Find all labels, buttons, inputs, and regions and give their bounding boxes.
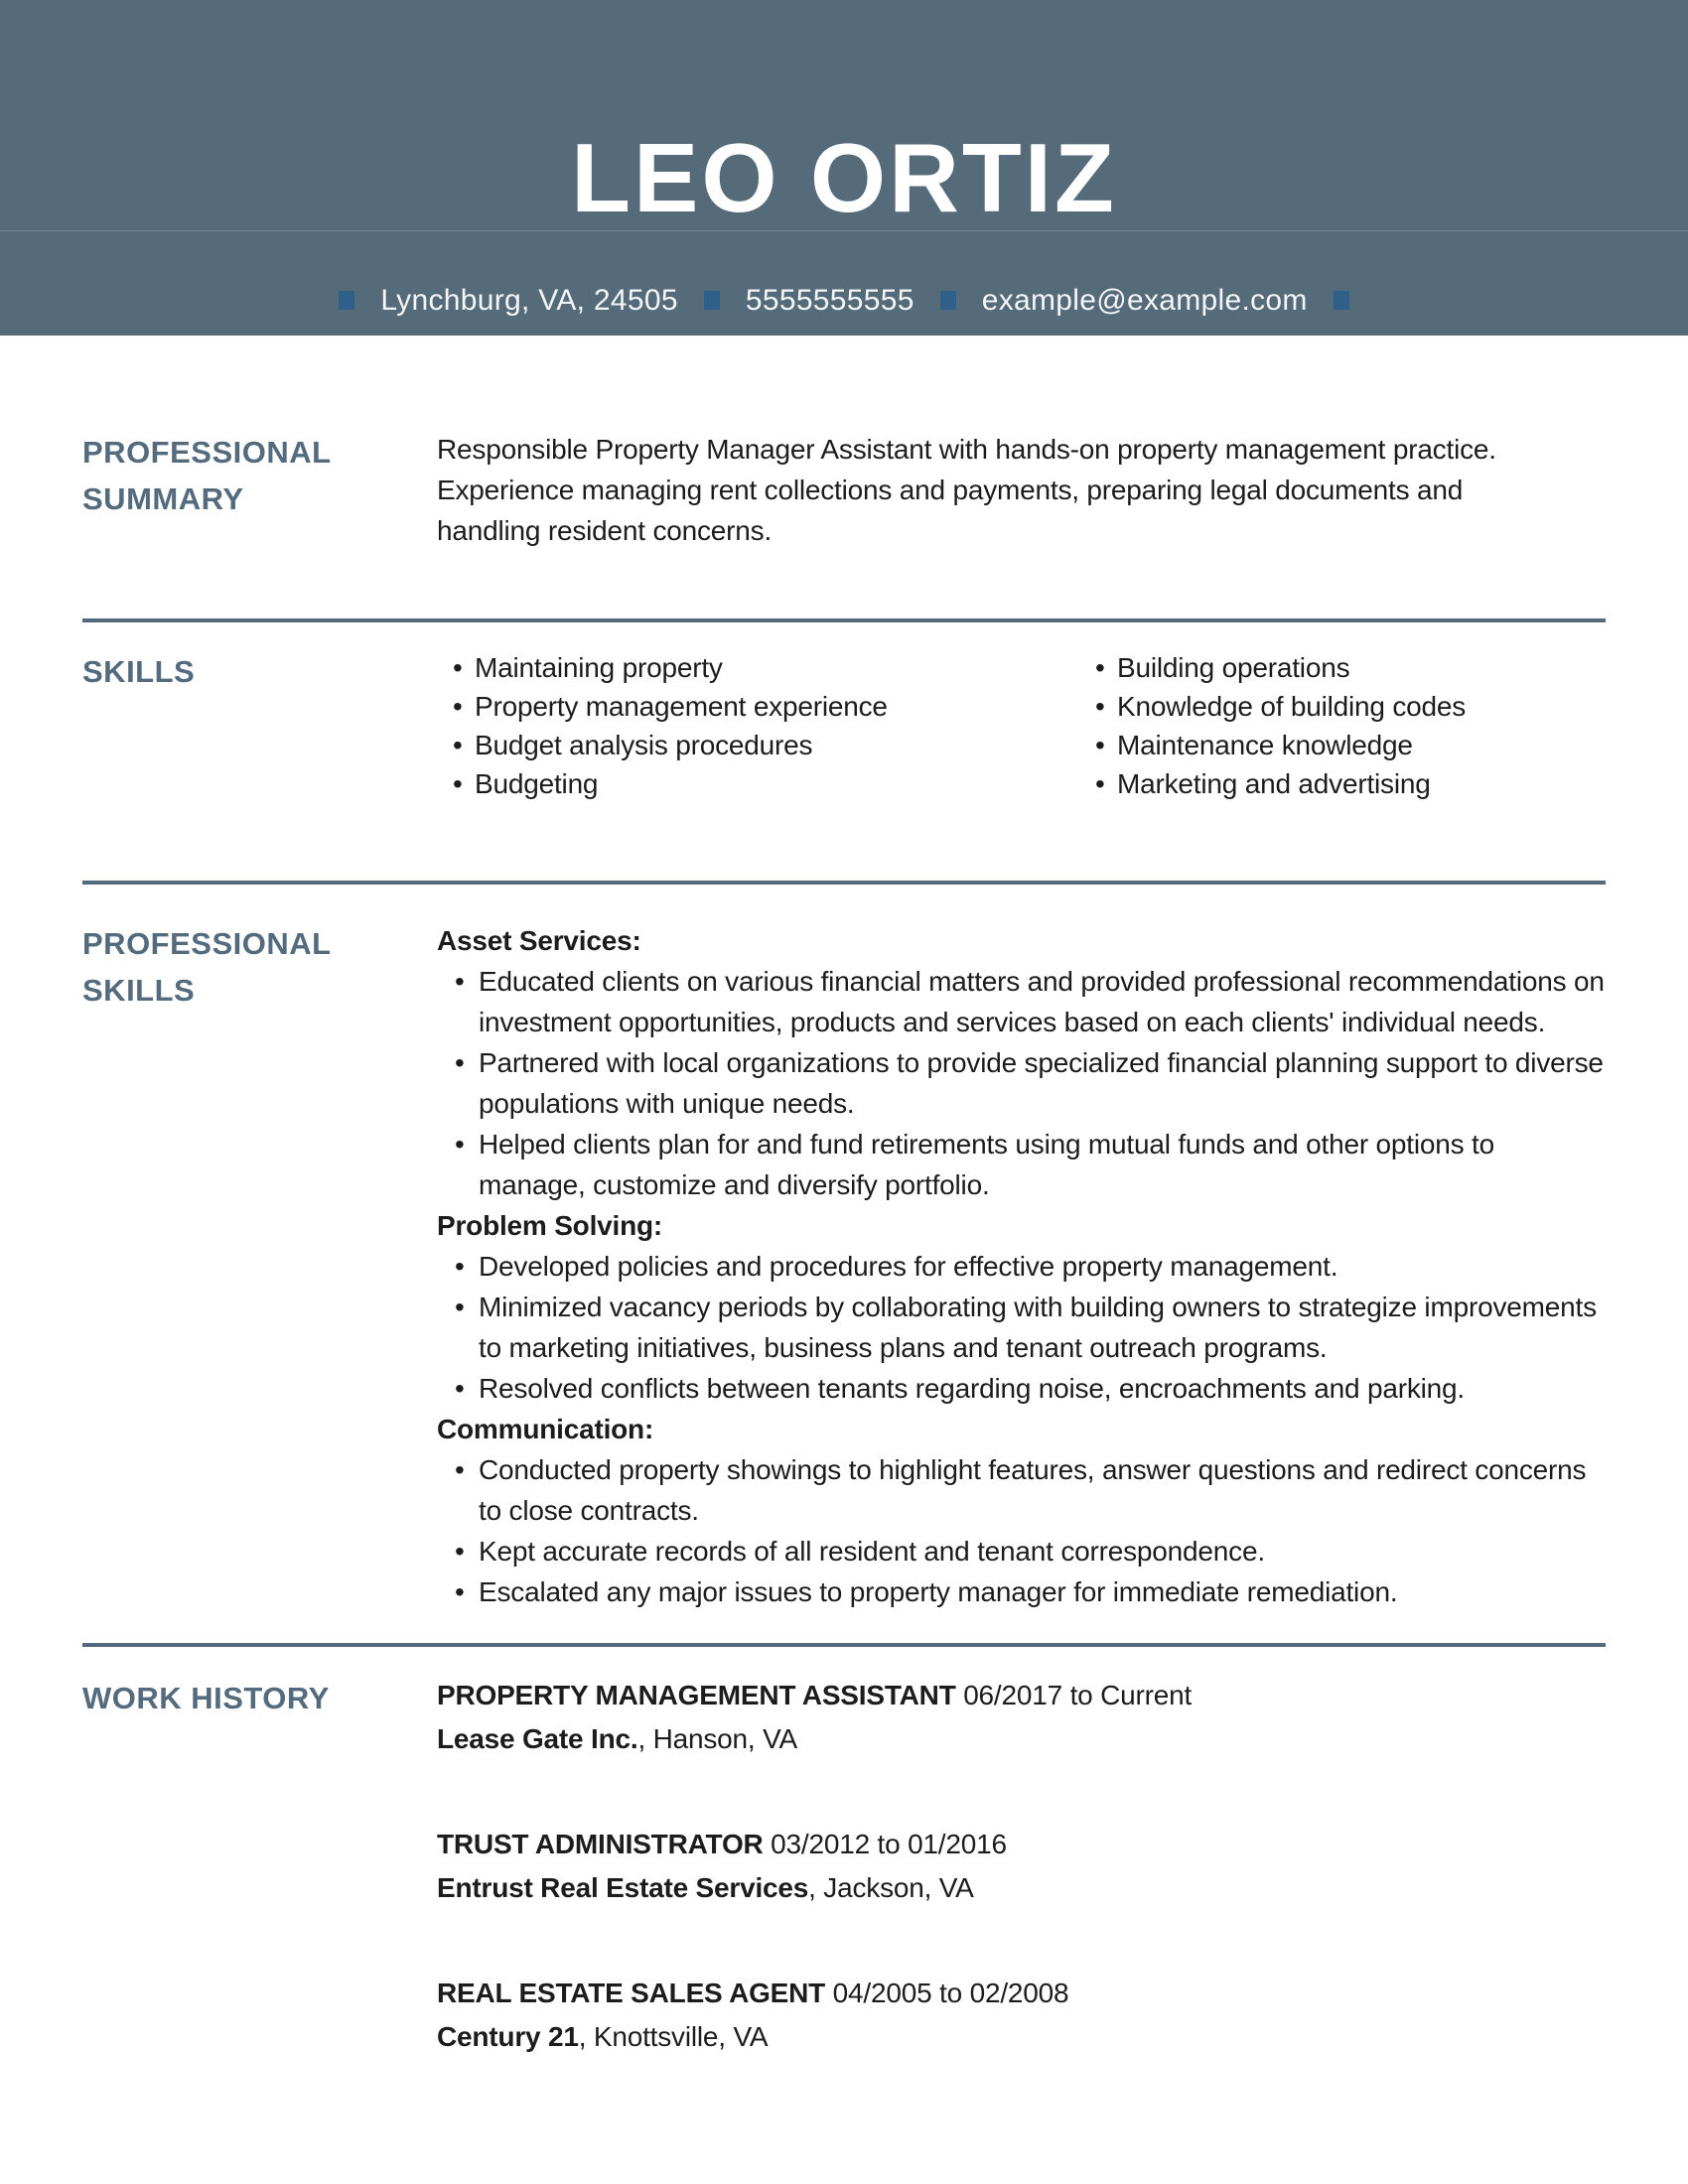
job-company: Century 21: [437, 2021, 579, 2052]
job-company-line: [437, 1716, 1606, 1762]
header-name-band: [0, 0, 1688, 231]
job-dates: 04/2005 to 02/2008: [825, 1978, 1069, 2008]
skill-group-title: Problem Solving:: [437, 1210, 663, 1241]
skill-group-bullets: [437, 961, 1606, 1205]
bullet-item: • Minimized vacancy periods by collaborating with building owners to strategize improvements to marketing initiatives, business plans and tenant outreach programs.: [437, 1287, 1606, 1368]
job-location: , Jackson, VA: [808, 1872, 974, 1903]
section-skills: [82, 648, 1606, 803]
job-entry: [437, 1973, 1606, 2060]
job-location: , Knottsville, VA: [578, 2021, 769, 2052]
professional-summary-heading: PROFESSIONAL SUMMARY: [82, 435, 332, 516]
resume-header: [0, 0, 1688, 336]
bullet-item: • Developed policies and procedures for effective property management.: [437, 1246, 1606, 1287]
skill-group-bullets: [437, 1246, 1606, 1409]
work-history-content: [400, 1675, 1606, 2121]
skills-column-1: [437, 648, 1079, 803]
skill-group-title: Asset Services:: [437, 925, 641, 956]
skill-item: • Building operations: [1079, 648, 1606, 687]
skill-item: • Marketing and advertising: [1079, 764, 1606, 803]
job-title-line: [437, 1824, 1606, 1865]
square-bullet-icon: [1334, 291, 1349, 310]
skill-item: • Budgeting: [437, 764, 1079, 803]
skill-group-title: Communication:: [437, 1414, 654, 1444]
professional-skills-heading: PROFESSIONAL SKILLS: [82, 926, 332, 1008]
skill-item: • Property management experience: [437, 687, 1079, 726]
section-heading-column: [82, 429, 400, 551]
contact-item: 5555555555: [745, 283, 914, 317]
square-bullet-icon: [339, 291, 354, 310]
job-company-line: [437, 1865, 1606, 1911]
job-title: REAL ESTATE SALES AGENT: [437, 1978, 826, 2008]
square-bullet-icon: [704, 291, 720, 310]
section-professional-summary: [82, 429, 1606, 551]
contact-item: example@example.com: [981, 283, 1308, 317]
section-heading-column: [82, 1675, 400, 2121]
resume-body: [0, 429, 1688, 2121]
bullet-item: • Kept accurate records of all resident and tenant correspondence.: [437, 1531, 1606, 1571]
job-company-line: [437, 2014, 1606, 2060]
job-entry: [437, 1675, 1606, 1762]
job-location: , Hanson, VA: [637, 1723, 797, 1754]
contact-item: Lynchburg, VA, 24505: [380, 283, 678, 317]
job-company: Lease Gate Inc.: [437, 1723, 638, 1754]
job-company: Entrust Real Estate Services: [437, 1872, 809, 1903]
job-dates: 06/2017 to Current: [955, 1680, 1193, 1710]
section-heading-column: [82, 920, 400, 1612]
job-title-line: [437, 1675, 1606, 1716]
job-dates: 03/2012 to 01/2016: [763, 1829, 1007, 1859]
section-heading-column: [82, 648, 400, 803]
bullet-item: • Escalated any major issues to property manager for immediate remediation.: [437, 1571, 1606, 1612]
professional-skills-content: [400, 920, 1606, 1612]
section-divider: [82, 1643, 1606, 1647]
bullet-item: • Educated clients on various financial matters and provided professional recommendations on investment opportunities, products and services based on each clients' individual needs.: [437, 961, 1606, 1042]
bullet-item: • Conducted property showings to highlight features, answer questions and redirect concerns to close contracts.: [437, 1449, 1606, 1531]
section-professional-skills: [82, 920, 1606, 1612]
contact-bar: [0, 231, 1688, 336]
job-entry: [437, 1824, 1606, 1911]
job-title: PROPERTY MANAGEMENT ASSISTANT: [437, 1680, 956, 1710]
skill-group-bullets: [437, 1449, 1606, 1612]
candidate-name: LEO ORTIZ: [571, 122, 1117, 232]
section-divider: [82, 881, 1606, 885]
section-content-column: [400, 429, 1606, 551]
job-title: TRUST ADMINISTRATOR: [437, 1829, 764, 1859]
skill-item: • Knowledge of building codes: [1079, 687, 1606, 726]
bullet-item: • Helped clients plan for and fund retirements using mutual funds and other options to manage, customize and diversify portfolio.: [437, 1124, 1606, 1205]
bullet-item: • Partnered with local organizations to provide specialized financial planning support to diverse populations with unique needs.: [437, 1042, 1606, 1124]
skills-heading: SKILLS: [82, 654, 196, 689]
skill-item: • Maintaining property: [437, 648, 1079, 687]
bullet-item: • Resolved conflicts between tenants regarding noise, encroachments and parking.: [437, 1368, 1606, 1409]
square-bullet-icon: [940, 291, 956, 310]
section-work-history: [82, 1675, 1606, 2121]
skills-columns: [400, 648, 1606, 803]
skill-item: • Budget analysis procedures: [437, 726, 1079, 764]
skill-item: • Maintenance knowledge: [1079, 726, 1606, 764]
skills-column-2: [1079, 648, 1606, 803]
job-title-line: [437, 1973, 1606, 2014]
section-divider: [82, 618, 1606, 622]
work-history-heading: WORK HISTORY: [82, 1681, 330, 1715]
summary-text: Responsible Property Manager Assistant with hands-on property management practice. Experience managing rent collections and payments, preparing legal documents and handling resident concerns.: [437, 434, 1496, 546]
